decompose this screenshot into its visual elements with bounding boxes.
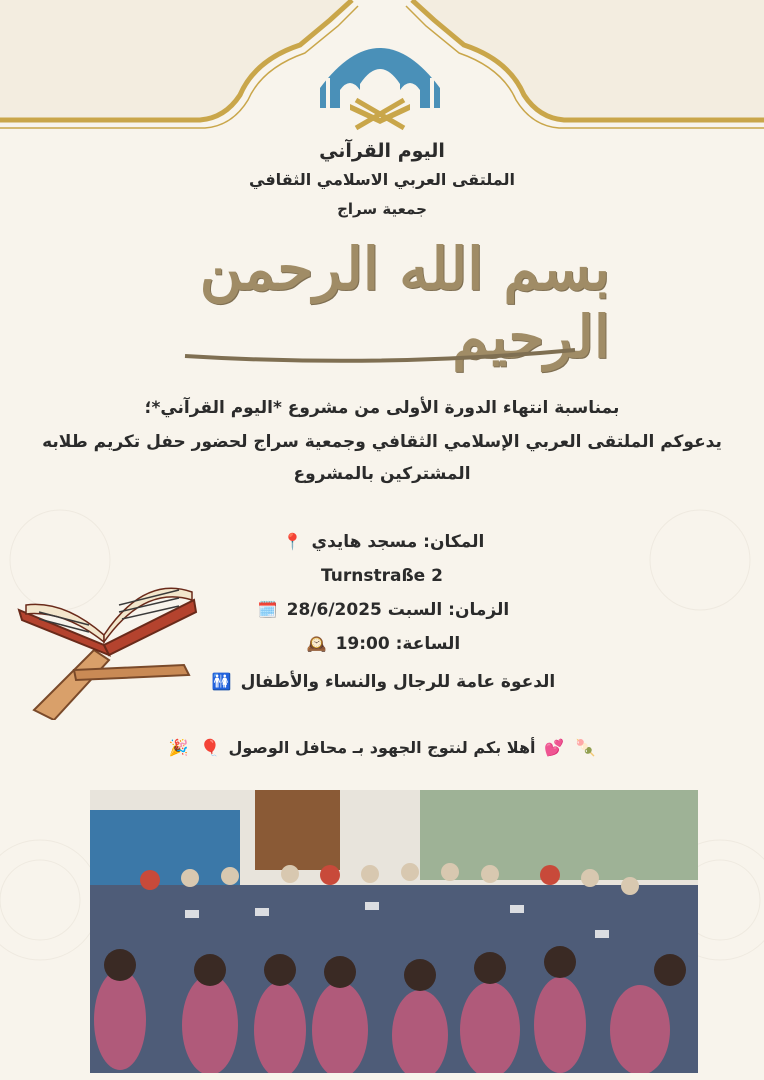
place-line: [200, 532, 564, 552]
calligraphy-flourish: [180, 338, 580, 368]
mosque-quran-logo: [310, 18, 450, 138]
party-popper-icon: 🎉: [168, 738, 189, 757]
hearts-icon: 💕: [544, 738, 565, 757]
location-pin-icon: 📍: [282, 532, 303, 551]
time-line: [200, 634, 564, 654]
date-text: الزمان: السبت 28/6/2025: [286, 600, 510, 620]
family-icon: 🚻: [211, 672, 232, 691]
basmala-calligraphy: بسم الله الرحمن الرحيم: [199, 235, 610, 371]
place-text: المكان: مسجد هايدي: [311, 532, 485, 552]
welcome-text: أهلا بكم لنتوج الجهود بـ محافل الوصول: [228, 738, 536, 757]
audience-line: [200, 672, 564, 692]
association-name: جمعية سراج: [337, 200, 427, 218]
time-text: الساعة: 19:00: [335, 634, 461, 654]
address-line: Turnstraße 2: [321, 566, 443, 586]
invitation-line-1: بمناسبة انتهاء الدورة الأولى من مشروع *اليوم القرآني*؛: [144, 398, 620, 418]
calendar-icon: 🗓️: [257, 600, 278, 619]
invitation-line-2: يدعوكم الملتقى العربي الإسلامي الثقافي وجمعية سراج لحضور حفل تكريم طلابه المشتركين بالمشروع: [42, 432, 722, 484]
event-title: اليوم القرآني: [319, 140, 445, 162]
date-line: [200, 600, 564, 620]
sweets-icon: 🍡: [575, 738, 596, 757]
quran-on-stand-illustration: [14, 570, 199, 720]
balloon-icon: 🎈: [199, 738, 220, 757]
welcome-line: [0, 738, 764, 757]
audience-text: الدعوة عامة للرجال والنساء والأطفال: [240, 672, 556, 692]
clock-icon: 🕰️: [306, 634, 327, 653]
organization-name: الملتقى العربي الاسلامي الثقافي: [249, 170, 515, 189]
children-gathering-photo: [90, 790, 698, 1073]
